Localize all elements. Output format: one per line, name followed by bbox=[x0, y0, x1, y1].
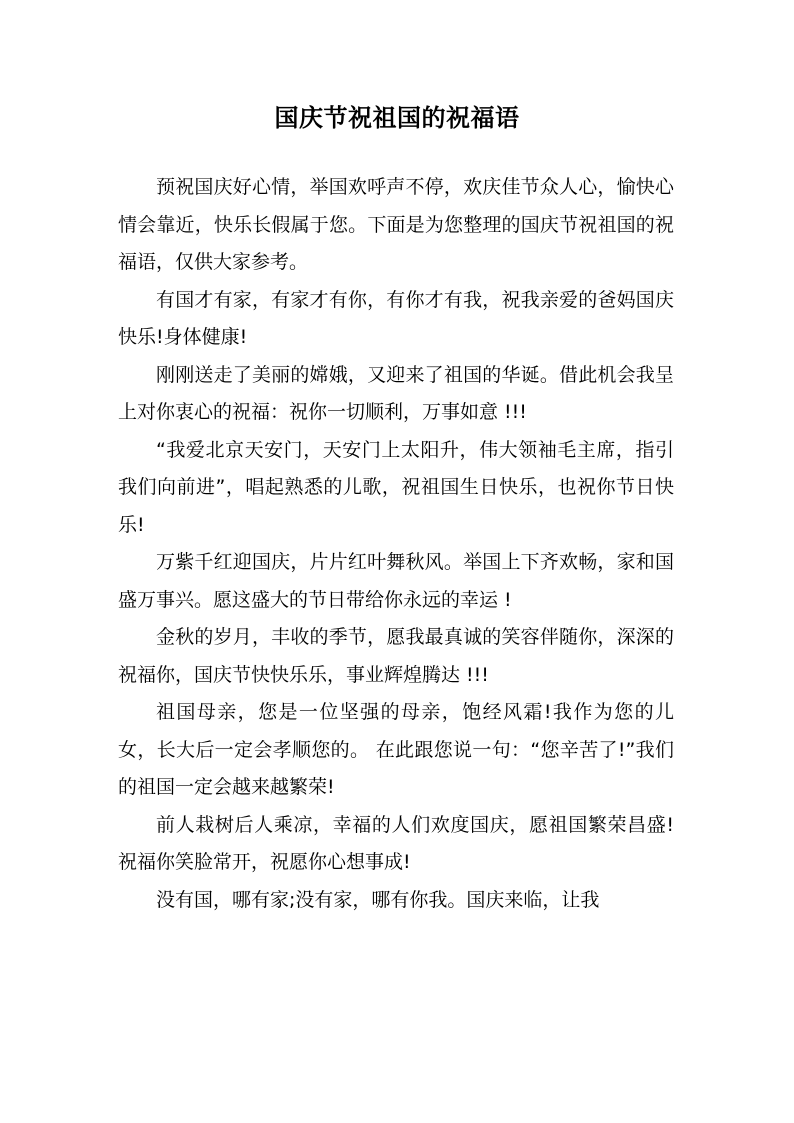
paragraph: 前人栽树后人乘凉，幸福的人们欢度国庆，愿祖国繁荣昌盛!祝福你笑脸常开，祝愿你心想事成! bbox=[118, 813, 674, 873]
paragraph-truncated: 没有国，哪有家;没有家，哪有你我。国庆来临，让我 bbox=[156, 888, 600, 911]
paragraph: 金秋的岁月，丰收的季节，愿我最真诚的笑容伴随你，深深的祝福你，国庆节快快乐乐，事业辉煌腾达 !!! bbox=[118, 626, 674, 686]
document-title: 国庆节祝祖国的祝福语 bbox=[274, 104, 520, 132]
document-body bbox=[118, 169, 674, 919]
paragraph: 祖国母亲，您是一位坚强的母亲，饱经风霜!我作为您的儿女，长大后一定会孝顺您的。 在此跟您说一句：“您辛苦了!”我们的祖国一定会越来越繁荣! bbox=[118, 701, 674, 798]
paragraph: “我爱北京天安门，天安门上太阳升，伟大领袖毛主席，指引我们向前进”，唱起熟悉的儿歌，祝祖国生日快乐，也祝你节日快乐! bbox=[118, 438, 674, 536]
paragraph: 刚刚送走了美丽的嫦娥，又迎来了祖国的华诞。借此机会我呈上对你衷心的祝福：祝你一切顺利，万事如意 !!! bbox=[118, 363, 674, 423]
paragraph-intro: 预祝国庆好心情，举国欢呼声不停，欢庆佳节众人心，愉快心情会靠近，快乐长假属于您。下面是为您整理的国庆节祝祖国的祝福语，仅供大家参考。 bbox=[118, 176, 674, 273]
paragraph: 有国才有家，有家才有你，有你才有我，祝我亲爱的爸妈国庆快乐!身体健康! bbox=[118, 288, 674, 348]
paragraph: 万紫千红迎国庆，片片红叶舞秋风。举国上下齐欢畅，家和国盛万事兴。愿这盛大的节日带给你永远的幸运 ! bbox=[118, 551, 674, 611]
